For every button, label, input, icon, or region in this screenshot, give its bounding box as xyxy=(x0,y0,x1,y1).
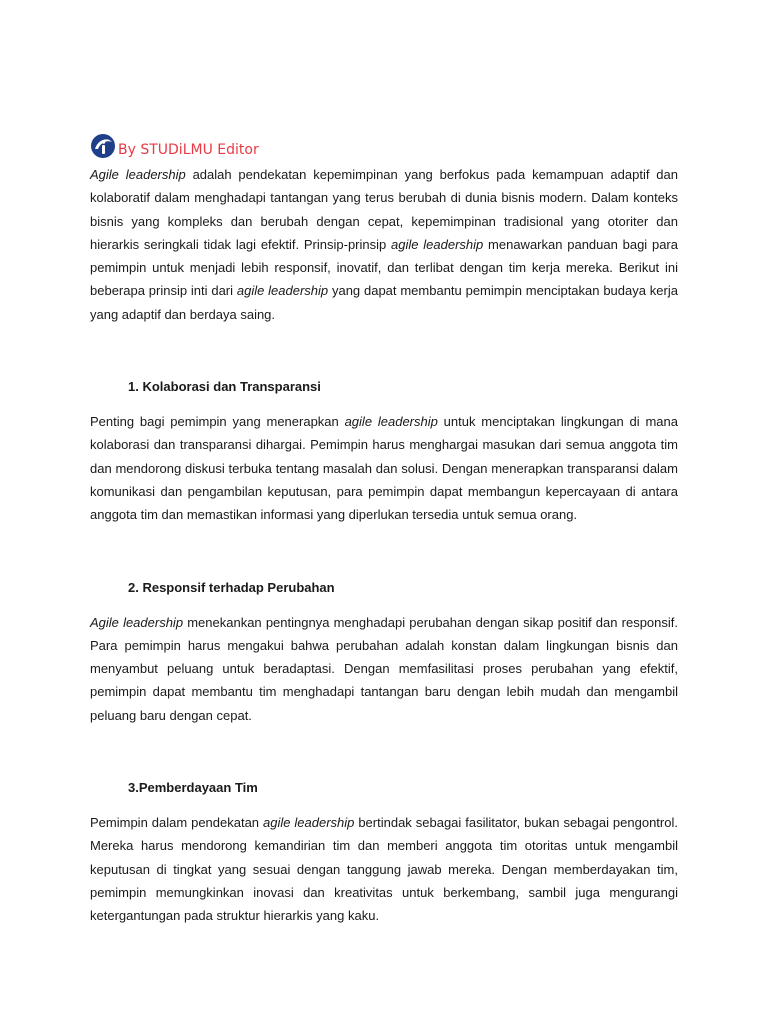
emphasis-term: agile leadership xyxy=(236,283,329,299)
section-heading: 1. Kolaborasi dan Transparansi xyxy=(128,379,321,395)
article xyxy=(90,132,678,928)
byline xyxy=(90,132,678,160)
byline-text: By STUDiLMU Editor xyxy=(118,141,259,158)
section-responsif xyxy=(90,579,678,727)
emphasis-term: agile leadership xyxy=(262,815,355,831)
section-kolaborasi xyxy=(90,378,678,526)
studilmu-logo-icon xyxy=(90,133,116,159)
emphasis-term: agile leadership xyxy=(344,414,438,430)
section-paragraph: Agile leadership menekankan pentingnya menghadapi perubahan dengan sikap positif dan responsif. Para pemimpin harus mengakui bahwa perubahan adalah konstan dalam lingkungan bisnis dan menyambut peluang untuk beradaptasi. Dengan memfasilitasi proses perubahan yang efektif, pemimpin dapat membantu tim menghadapi tantangan baru dengan lebih mudah dan mengambil peluang baru dengan cepat. xyxy=(90,614,678,723)
section-heading: 2. Responsif terhadap Perubahan xyxy=(128,579,335,595)
section-pemberdayaan xyxy=(90,779,678,927)
emphasis-term: agile leadership xyxy=(391,236,484,252)
intro-paragraph: Agile leadership adalah pendekatan kepemimpinan yang berfokus pada kemampuan adaptif dan kolaboratif dalam menghadapi tantangan yang terus berubah di dunia bisnis modern. Dalam konteks bisnis yang kompleks dan berubah dengan cepat, kepemimpinan tradisional yang otoriter dan hierarkis seringkali tidak lagi efektif. Prinsip-prinsip agile leadership menawarkan panduan bagi para pemimpin untuk menjadi lebih responsif, inovatif, dan terlibat dengan tim kerja mereka. Berikut ini beberapa prinsip inti dari agile leadership yang dapat membantu pemimpin menciptakan budaya kerja yang adaptif dan berdaya saing. xyxy=(90,167,678,322)
section-paragraph: Pemimpin dalam pendekatan agile leadership bertindak sebagai fasilitator, bukan sebagai pengontrol. Mereka harus mendorong kemandirian tim dan memberi anggota tim otoritas untuk mengambil keputusan di tingkat yang sesuai dengan tanggung jawab mereka. Dengan memberdayakan tim, pemimpin memungkinkan inovasi dan kreativitas untuk berkembang, sambil juga mengurangi ketergantungan pada struktur hierarkis yang kaku. xyxy=(90,815,678,924)
section-heading: 3.Pemberdayaan Tim xyxy=(128,780,258,796)
section-paragraph: Penting bagi pemimpin yang menerapkan agile leadership untuk menciptakan lingkungan di mana kolaborasi dan transparansi dihargai. Pemimpin harus menghargai masukan dari semua anggota tim dan mendorong diskusi terbuka tentang masalah dan solusi. Dengan menerapkan transparansi dalam komunikasi dan pengambilan keputusan, para pemimpin dapat membangun kepercayaan di antara anggota tim dan memastikan informasi yang diperlukan tersedia untuk semua orang. xyxy=(90,414,678,523)
emphasis-term: Agile leadership xyxy=(90,614,184,630)
emphasis-term: Agile leadership xyxy=(90,167,186,182)
